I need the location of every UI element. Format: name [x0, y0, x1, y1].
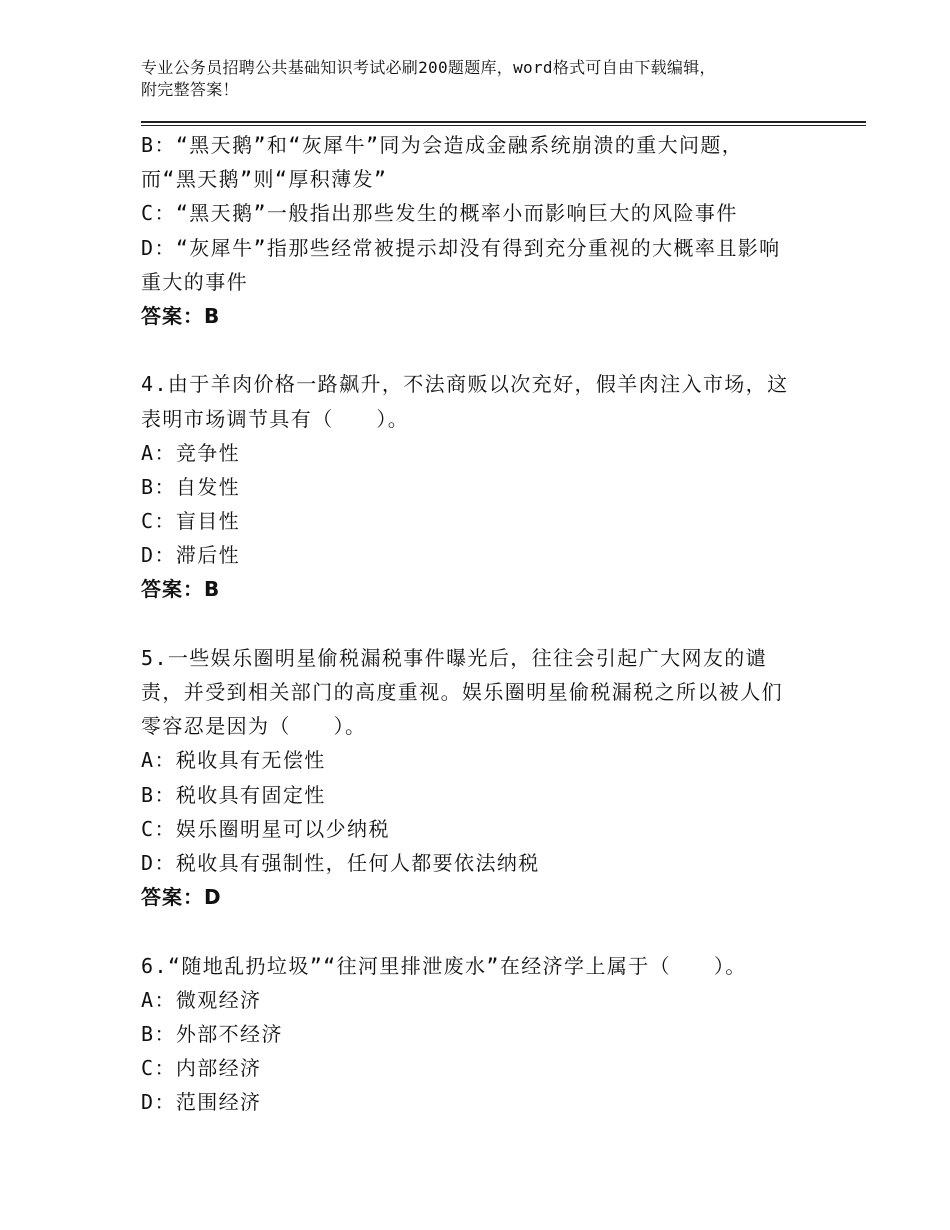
- header-line-2: 附完整答案！: [141, 80, 239, 99]
- q6-stem-line-1: 6.“随地乱扔垃圾”“往河里排泄废水”在经济学上属于（ ）。: [141, 953, 747, 978]
- q4-option-d: D：滞后性: [141, 543, 241, 568]
- spacer: [141, 914, 821, 948]
- q4-option-a: A：竞争性: [141, 440, 241, 465]
- q5-option-c: C：娱乐圈明星可以少纳税: [141, 816, 390, 841]
- q5-stem-line-2: 责，并受到相关部门的高度重视。娱乐圈明星偷税漏税之所以被人们: [141, 680, 783, 704]
- q4-stem-line-1: 4.由于羊肉价格一路飙升，不法商贩以次充好，假羊肉注入市场，这: [141, 372, 789, 397]
- q6-option-d: D：范围经济: [141, 1090, 262, 1115]
- q3-option-b-line-2: 而“黑天鹅”则“厚积薄发”: [141, 167, 388, 192]
- q3-option-c: C：“黑天鹅”一般指出那些发生的概率小而影响巨大的风险事件: [141, 201, 738, 226]
- spacer: [141, 607, 821, 641]
- question-list: [141, 128, 821, 1119]
- q3-option-b-line-1: B：“黑天鹅”和“灰犀牛”同为会造成金融系统崩溃的重大问题，: [141, 133, 744, 157]
- q4-stem-line-2: 表明市场调节具有（ ）。: [141, 406, 410, 431]
- q6-option-a: A：微观经济: [141, 987, 262, 1012]
- q4-option-b: B：自发性: [141, 474, 241, 499]
- q5-stem-line-3: 零容忍是因为（ ）。: [141, 714, 367, 739]
- question-5: [141, 641, 821, 915]
- question-6: [141, 949, 821, 1120]
- header-rule-thick: [141, 121, 866, 123]
- q5-option-b: B：税收具有固定性: [141, 782, 326, 807]
- header-rule-thin: [141, 125, 866, 126]
- q3-option-d-line-1: D：“灰犀牛”指那些经常被提示却没有得到充分重视的大概率且影响: [141, 235, 781, 260]
- q4-option-c: C：盲目性: [141, 509, 241, 534]
- q3-option-d-line-2: 重大的事件: [141, 269, 248, 294]
- question-4: [141, 367, 821, 606]
- header-line-1: 专业公务员招聘公共基础知识考试必刷200题题库，word格式可自由下载编辑，: [141, 58, 716, 77]
- document-header: [141, 57, 831, 101]
- q5-stem-line-1: 5.一些娱乐圈明星偷税漏税事件曝光后，往往会引起广大网友的谴: [141, 645, 768, 670]
- q5-option-d: D：税收具有强制性，任何人都要依法纳税: [141, 850, 540, 875]
- q4-answer: 答案：B: [141, 577, 221, 602]
- q3-answer: 答案：B: [141, 303, 221, 328]
- q6-option-b: B：外部不经济: [141, 1021, 283, 1046]
- q5-answer: 答案：D: [141, 885, 222, 910]
- q6-option-c: C：内部经济: [141, 1056, 262, 1081]
- question-3-partial: [141, 128, 821, 333]
- spacer: [141, 333, 821, 367]
- q5-option-a: A：税收具有无偿性: [141, 748, 326, 773]
